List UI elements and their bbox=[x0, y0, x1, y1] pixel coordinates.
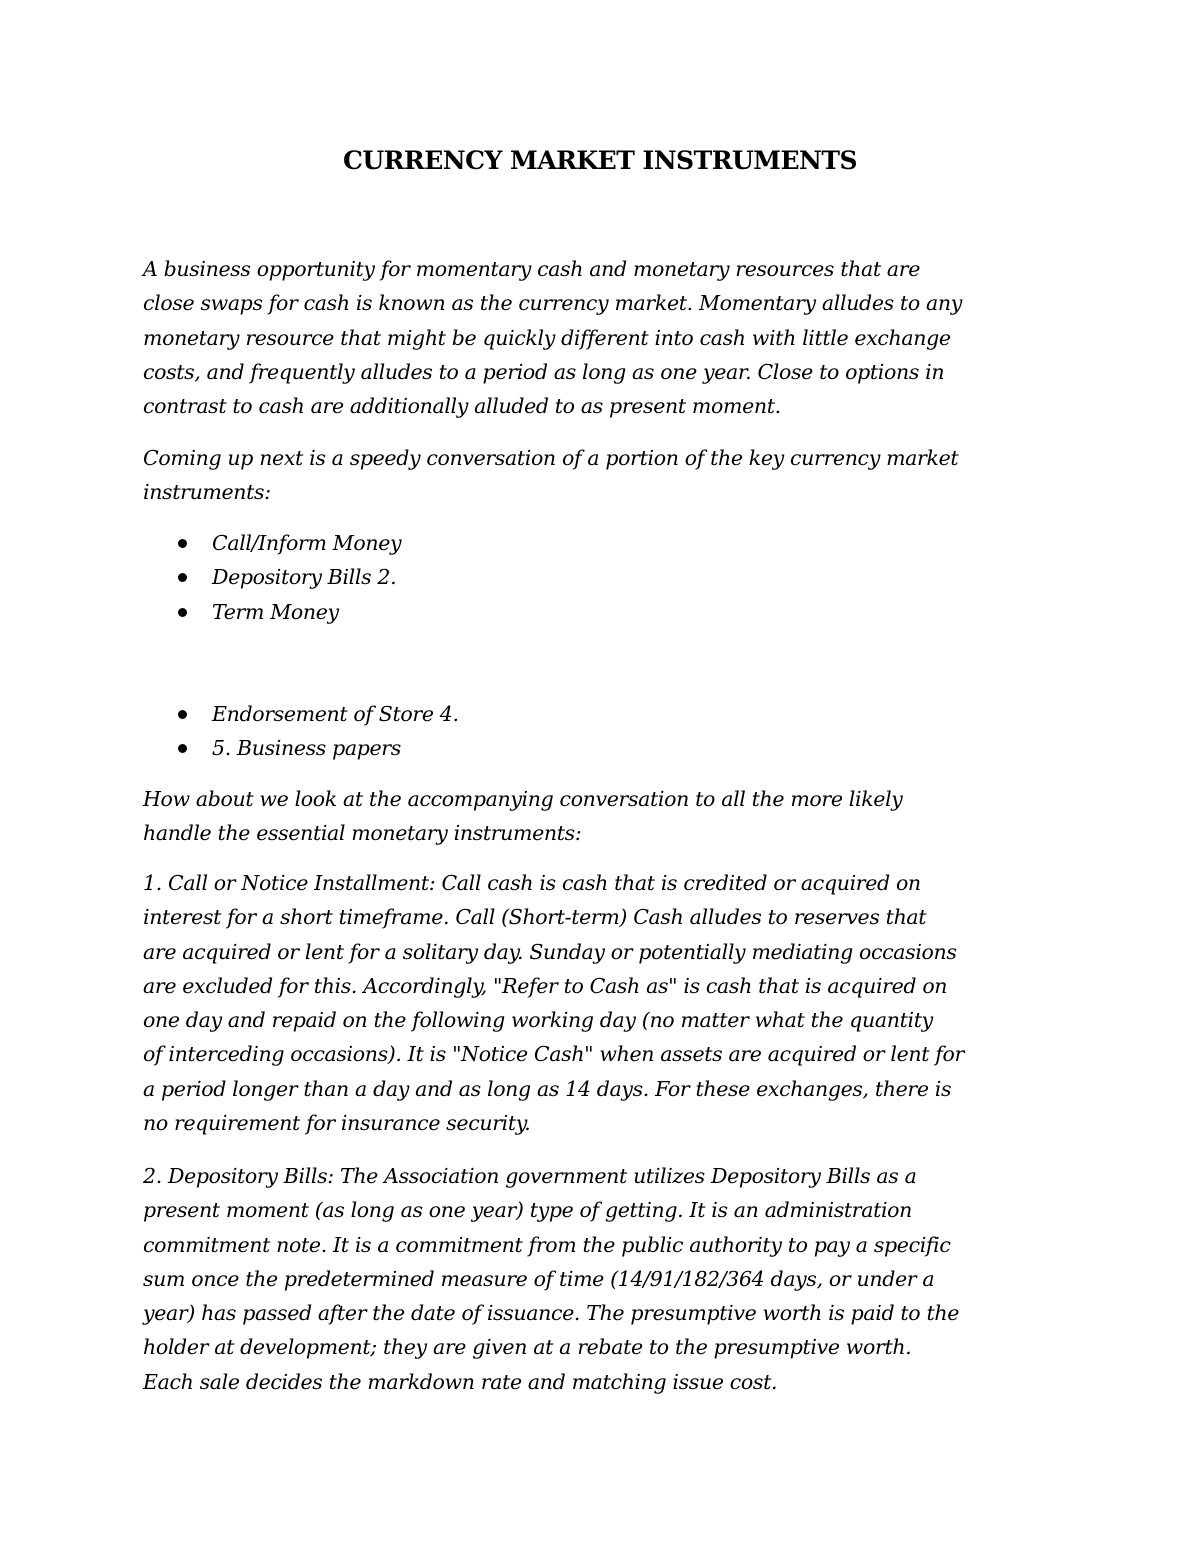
section1-line: one day and repaid on the following working day (no matter what the quantity bbox=[143, 1008, 933, 1033]
section2-line: holder at development; they are given at a rebate to the presumptive worth. bbox=[143, 1335, 912, 1360]
list-item-label: Endorsement of Store 4. bbox=[212, 702, 459, 726]
bullet-icon bbox=[178, 710, 187, 719]
section2-line: 2. Depository Bills: The Association government utilizes Depository Bills as a bbox=[143, 1164, 917, 1188]
section2-line: commitment note. It is a commitment from the public authority to pay a specific bbox=[143, 1232, 951, 1257]
section-depository-bills bbox=[143, 1159, 1123, 1399]
bullet-icon bbox=[178, 744, 187, 753]
section1-line: are excluded for this. Accordingly, "Refer to Cash as" is cash that is acquired on bbox=[143, 973, 948, 998]
bullet-icon bbox=[178, 608, 187, 617]
section2-line: Each sale decides the markdown rate and matching issue cost. bbox=[143, 1369, 778, 1394]
document-title: CURRENCY MARKET INSTRUMENTS bbox=[342, 146, 858, 175]
section1-line: no requirement for insurance security. bbox=[143, 1111, 531, 1136]
section1-line: a period longer than a day and as long as 14 days. For these exchanges, there is bbox=[143, 1076, 952, 1101]
list-item-label: Term Money bbox=[212, 599, 339, 624]
list-item bbox=[143, 595, 1043, 629]
list-item bbox=[143, 697, 1043, 731]
intro-line: close swaps for cash is known as the currency market. Momentary alludes to any bbox=[143, 291, 962, 316]
list-item bbox=[143, 560, 1043, 594]
list-item bbox=[143, 731, 1043, 765]
followup-paragraph bbox=[143, 782, 1123, 851]
section2-line: present moment (as long as one year) type of getting. It is an administration bbox=[143, 1198, 913, 1223]
instrument-list-2 bbox=[143, 697, 1043, 766]
intro-paragraph bbox=[143, 252, 1123, 423]
lead-paragraph bbox=[143, 441, 1123, 510]
followup-line: How about we look at the accompanying conversation to all the more likely bbox=[143, 787, 903, 811]
list-item-label: 5. Business papers bbox=[212, 736, 401, 761]
section1-line: 1. Call or Notice Installment: Call cash is cash that is credited or acquired on bbox=[143, 871, 921, 895]
section2-line: year) has passed after the date of issuance. The presumptive worth is paid to the bbox=[143, 1301, 959, 1326]
list-item bbox=[143, 526, 1043, 560]
section1-line: interest for a short timeframe. Call (Short-term) Cash alludes to reserves that bbox=[143, 905, 927, 930]
list-item-label: Depository Bills 2. bbox=[212, 565, 397, 590]
section2-line: sum once the predetermined measure of time (14/91/182/364 days, or under a bbox=[143, 1266, 935, 1291]
intro-line: contrast to cash are additionally alluded to as present moment. bbox=[143, 394, 781, 419]
section-call-money bbox=[143, 866, 1123, 1140]
lead-line: instruments: bbox=[143, 480, 271, 505]
instrument-list-1 bbox=[143, 526, 1043, 629]
section1-line: are acquired or lent for a solitary day. Sunday or potentially mediating occasions bbox=[143, 939, 957, 964]
section1-line: of interceding occasions). It is "Notice Cash" when assets are acquired or lent for bbox=[143, 1042, 964, 1067]
intro-line: costs, and frequently alludes to a period as long as one year. Close to options in bbox=[143, 359, 945, 384]
followup-line: handle the essential monetary instruments: bbox=[143, 821, 582, 846]
bullet-icon bbox=[178, 539, 187, 548]
lead-line: Coming up next is a speedy conversation of a portion of the key currency market bbox=[143, 446, 959, 470]
intro-line: monetary resource that might be quickly different into cash with little exchange bbox=[143, 325, 951, 350]
list-item-label: Call/Inform Money bbox=[212, 531, 402, 555]
intro-line: A business opportunity for momentary cash and monetary resources that are bbox=[143, 257, 920, 281]
bullet-icon bbox=[178, 573, 187, 582]
